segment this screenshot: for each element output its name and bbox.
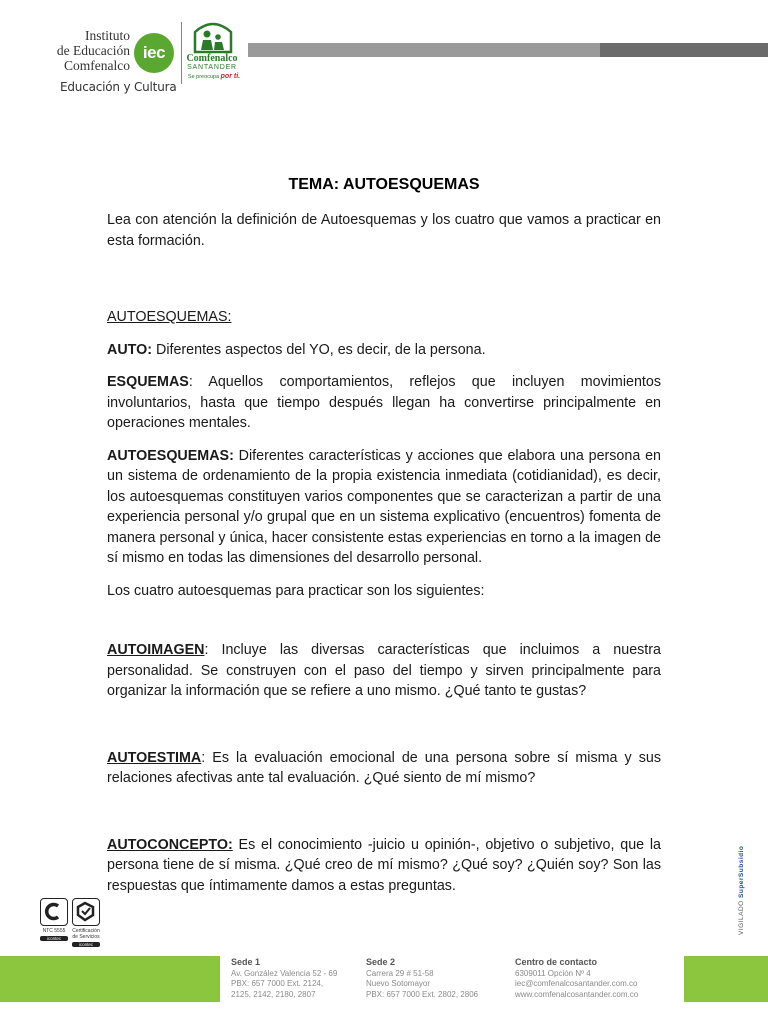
sede-1-heading: Sede 1 — [231, 957, 261, 967]
footer-contact — [515, 957, 638, 1000]
footer-sede-1 — [231, 957, 337, 1000]
logo-divider — [181, 22, 182, 84]
sede-1-line: 2125, 2142, 2180, 2807 — [231, 989, 316, 999]
ntc-seal-icon — [40, 898, 68, 926]
sede-1-line: Av. González Valencia 52 - 69 — [231, 968, 338, 978]
esquemas-term: ESQUEMAS — [107, 374, 189, 390]
sede-2-line: PBX: 657 7000 Ext. 2802, 2806 — [366, 989, 479, 999]
auto-text: Diferentes aspectos del YO, es decir, de la persona. — [152, 341, 486, 358]
institute-line-3: Comfenalco — [64, 58, 130, 73]
autoesquemas-text: Diferentes características y acciones que elabora una persona en un sistema de ordenamiento de la propia existencia inmediata (cotidianidad), es decir, los autoesquemas constituyen varios componentes que se caracterizan a partir de una experiencia personal y/o grupal que en un sistema explicativo (encuentros) fomenta de manera personal y única, hacer consistente estas experiencias en torno a la imagen de sí mismo en todas las dimensiones del desarrollo personal. — [107, 447, 661, 566]
services-seal-icon — [72, 898, 100, 926]
supersubsidio-brand: SuperSubsidio — [738, 845, 745, 898]
autoesquemas-term: AUTOESQUEMAS: — [107, 447, 234, 464]
autoesquemas-definition — [107, 446, 661, 569]
auto-term: AUTO: — [107, 341, 153, 358]
auto-definition — [107, 340, 661, 361]
logo-tagline: Educación y Cultura — [60, 80, 177, 94]
slogan-emphasis: por ti. — [220, 73, 241, 80]
autoestima-text: : Es la evaluación emocional de una persona sobre sí misma y sus relaciones afectivas ante tal evaluación. ¿Qué siento de mí mismo? — [107, 749, 661, 786]
autoimagen-definition — [107, 640, 661, 702]
contact-phone: 6309011 Opción Nº 4 — [515, 968, 591, 978]
autoimagen-term: AUTOIMAGEN — [107, 642, 205, 658]
sede-2-line: Carrera 29 # 51-58 — [366, 968, 434, 978]
contact-heading: Centro de contacto — [515, 957, 598, 967]
esquemas-text: : Aquellos comportamientos, reflejos que incluyen movimientos involuntarios, hasta que tiempo después llegan ha convertirse principalmente en operaciones mentales. — [107, 374, 661, 431]
certification-badge-ntc — [40, 898, 68, 948]
services-org: icontec — [72, 942, 100, 947]
autoimagen-text: : Incluye las diversas características que incluimos a nuestra personalidad. Se construyen con el paso del tiempo y sirven principalmente para organizar la información que se refiere a uno mismo. ¿Qué tanto te gustas? — [107, 642, 661, 699]
iec-logo-badge: iec — [134, 33, 174, 73]
contact-email: iec@comfenalcosantander.com.co — [515, 979, 638, 988]
sede-2-heading: Sede 2 — [366, 957, 396, 967]
comfenalco-region: SANTANDER — [187, 64, 237, 71]
comfenalco-name: Comfenalco — [186, 53, 238, 64]
sede-2-line: Nuevo Sotomayor — [366, 979, 431, 988]
autoconcepto-term: AUTOCONCEPTO: — [107, 836, 233, 853]
contact-website: www.comfenalcosantander.com.co — [515, 989, 639, 999]
ntc-label: NTC 5555 — [42, 928, 66, 934]
ntc-org: icontec — [40, 936, 68, 941]
page-title: TEMA: AUTOESQUEMAS — [288, 176, 480, 193]
services-label: Certificación de Servicios — [72, 928, 100, 940]
autoestima-term: AUTOESTIMA — [107, 749, 202, 766]
certification-badge-services — [72, 898, 100, 948]
document-body — [107, 210, 661, 896]
institute-line-1: Instituto — [84, 28, 130, 43]
vigilado-supersubsidio-label — [738, 845, 752, 935]
vigilado-prefix: VIGILADO — [738, 897, 745, 935]
footer-sede-2 — [366, 957, 478, 1000]
autoconcepto-definition — [107, 835, 661, 897]
autoestima-definition — [107, 748, 661, 789]
header-bar-dark — [600, 43, 768, 57]
intro-paragraph: Lea con atención la definición de Autoesquemas y los cuatro que vamos a practicar en esta formación. — [107, 212, 661, 249]
four-intro: Los cuatro autoesquemas para practicar son los siguientes: — [107, 582, 485, 599]
esquemas-definition — [107, 372, 661, 434]
sede-1-line: PBX: 657 7000 Ext. 2124, — [231, 979, 324, 988]
comfenalco-slogan — [185, 73, 243, 80]
section-heading — [107, 307, 661, 328]
slogan-prefix: Se preocupa — [187, 74, 220, 80]
institute-line-2: de Educación — [56, 43, 130, 58]
institute-name — [40, 28, 130, 73]
section-heading-text: AUTOESQUEMAS: — [107, 309, 232, 325]
autoconcepto-text: Es el conocimiento -juicio u opinión-, objetivo o subjetivo, que la persona tiene de sí misma. ¿Qué creo de mí mismo? ¿Qué soy? ¿Quién soy? Son las respuestas que íntimamente damos a estas preguntas. — [107, 836, 661, 894]
